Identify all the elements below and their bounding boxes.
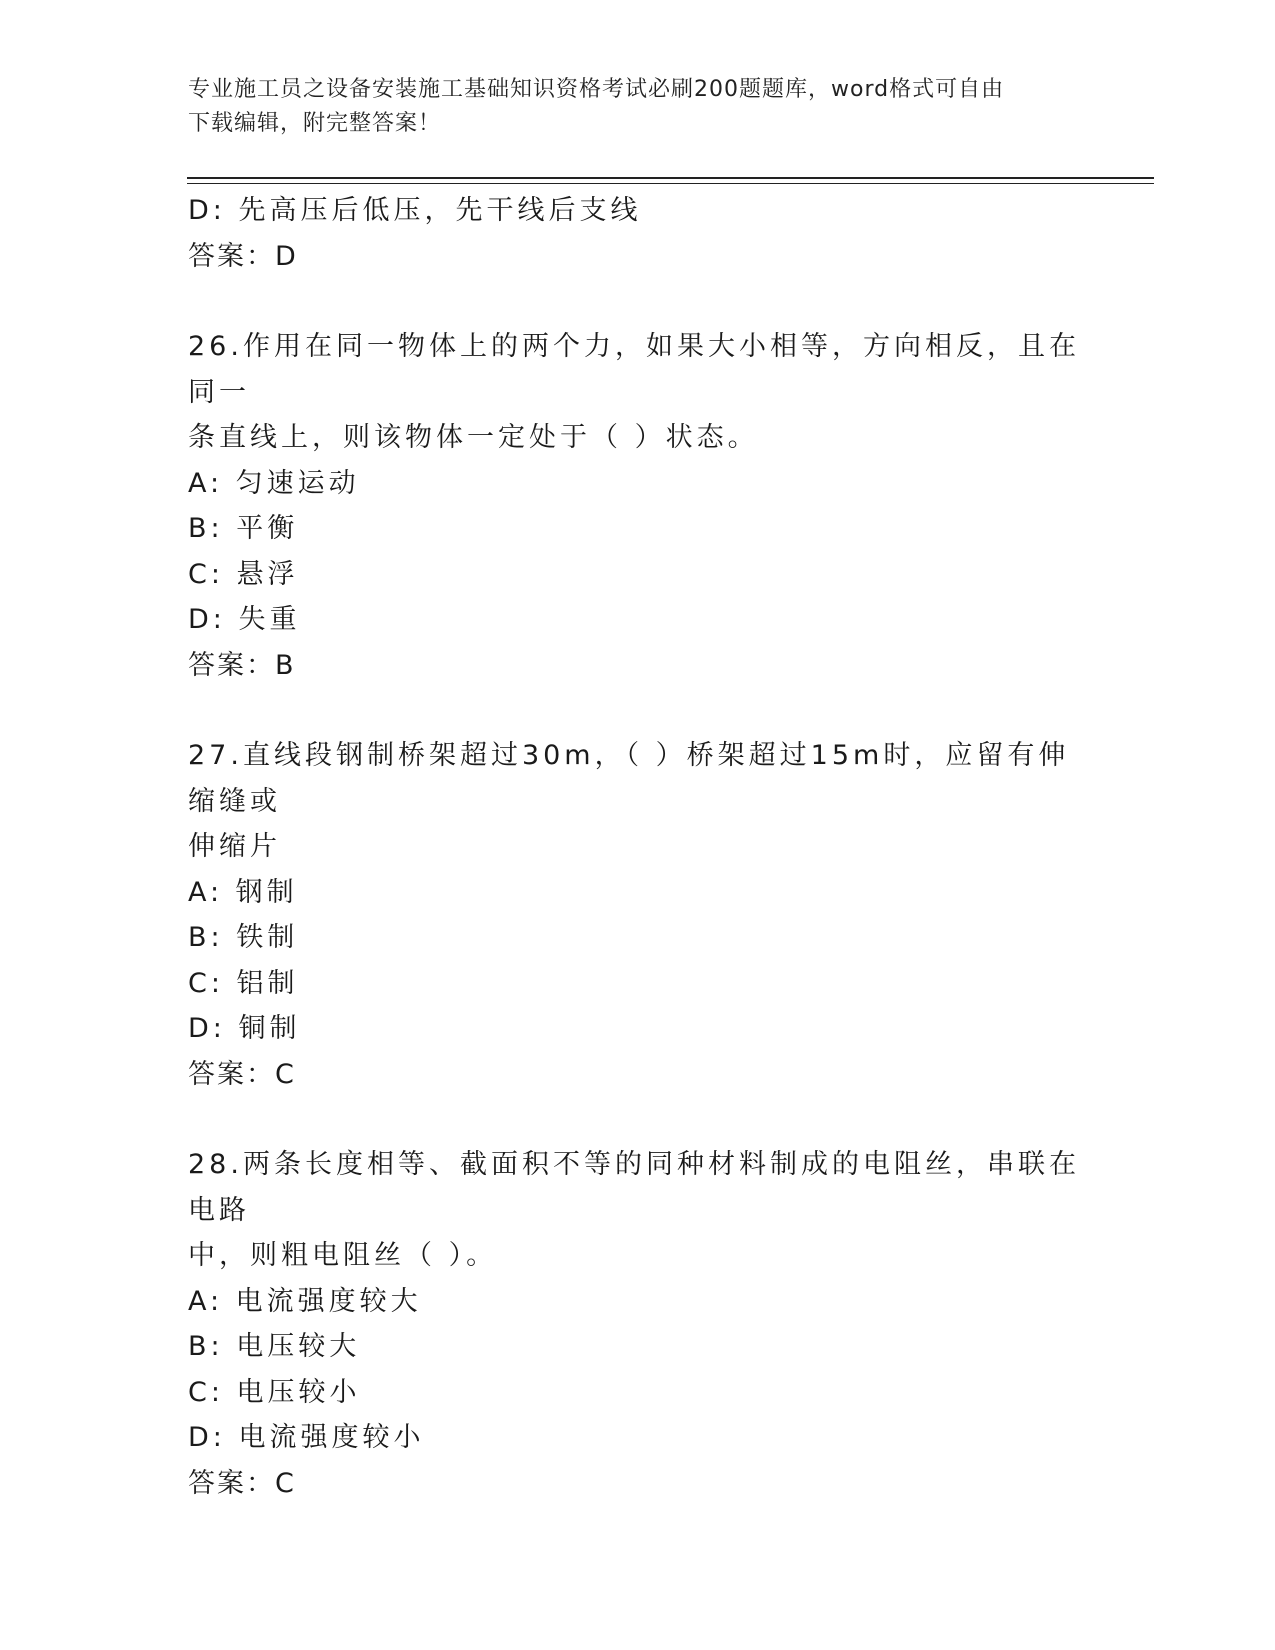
spacer [188,688,1088,733]
option-d: D: 失重 [188,604,301,635]
option-c: C: 电压较小 [188,1376,361,1408]
option-a: A: 钢制 [188,876,298,908]
header-title-line2: 下载编辑，附完整答案！ [188,111,442,136]
header-divider-thin [187,183,1154,184]
spacer [188,279,1088,324]
option-a: A: 电流强度较大 [188,1285,422,1317]
document-header [188,73,1088,141]
previous-question-tail [188,188,1088,279]
question-27 [188,733,1088,1097]
option-d: D: 电流强度较小 [188,1422,425,1453]
header-divider-thick [187,177,1154,179]
question-text-line1: 27.直线段钢制桥架超过30m，（ ）桥架超过15m时，应留有伸缩缝或 [188,740,1070,817]
answer-line: 答案：C [188,1467,296,1499]
question-text-line2: 条直线上，则该物体一定处于（ ）状态。 [188,422,759,453]
question-26 [188,324,1088,688]
question-28 [188,1142,1088,1506]
option-b: B: 电压较大 [188,1331,361,1362]
option-b: B: 平衡 [188,513,299,544]
answer-line: 答案：C [188,1058,296,1090]
option-b: B: 铁制 [188,922,299,953]
question-text-line1: 26.作用在同一物体上的两个力，如果大小相等，方向相反，且在同一 [188,331,1080,408]
option-c: C: 铝制 [188,967,299,999]
spacer [188,1097,1088,1142]
document-content [188,188,1088,1506]
question-text-line1: 28.两条长度相等、截面积不等的同种材料制成的电阻丝，串联在电路 [188,1149,1080,1226]
question-text-line2: 伸缩片 [188,831,281,862]
answer-line: 答案：B [188,649,296,681]
question-text-line2: 中，则粗电阻丝（ ）。 [188,1240,498,1271]
option-c: C: 悬浮 [188,558,299,590]
option-d: D: 铜制 [188,1013,301,1044]
answer-line: 答案：D [188,240,298,272]
option-d: D: 先高压后低压，先干线后支线 [188,195,642,226]
header-title-line1: 专业施工员之设备安装施工基础知识资格考试必刷200题题库，word格式可自由 [188,77,1005,102]
option-a: A: 匀速运动 [188,467,360,499]
